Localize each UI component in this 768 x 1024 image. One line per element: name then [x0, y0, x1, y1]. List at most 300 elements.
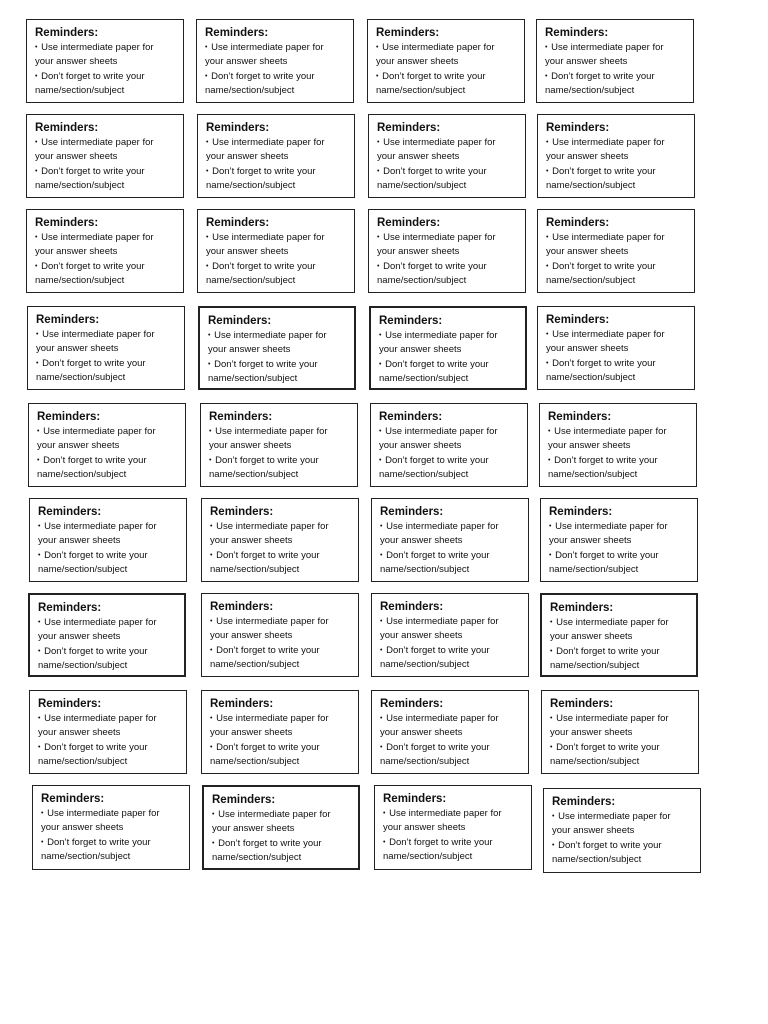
reminder-item-write-name	[550, 741, 692, 755]
reminder-card	[370, 403, 528, 487]
bullet-icon: •	[210, 618, 213, 625]
bullet-icon: •	[546, 167, 549, 175]
reminder-card	[196, 19, 354, 103]
reminder-item-intermediate-paper	[377, 231, 519, 245]
reminder-item-continuation: your answer sheets	[35, 56, 118, 68]
bullet-icon: •	[36, 331, 39, 338]
reminder-item-continuation: your answer sheets	[550, 727, 633, 739]
bullet-icon: •	[36, 359, 39, 367]
reminder-item-text: Use intermediate paper for	[552, 232, 665, 243]
bullet-icon: •	[380, 715, 383, 722]
reminder-title: Reminders:	[380, 506, 444, 518]
reminder-title: Reminders:	[550, 602, 614, 614]
reminder-card	[537, 306, 695, 390]
bullet-icon: •	[35, 234, 38, 241]
reminder-item-write-name	[208, 358, 348, 372]
reminder-item-text: Don’t forget to write your	[218, 837, 322, 849]
reminder-item-continuation: name/section/subject	[38, 563, 128, 575]
reminder-item-write-name	[550, 645, 690, 659]
reminder-item-intermediate-paper	[550, 712, 692, 726]
reminder-item-text: Use intermediate paper for	[383, 232, 496, 243]
reminder-card	[201, 498, 359, 582]
bullet-icon: •	[552, 841, 555, 849]
reminder-item-intermediate-paper	[208, 329, 348, 343]
reminder-card	[28, 593, 186, 677]
reminder-item-text: Use intermediate paper for	[552, 329, 665, 340]
reminder-item-text: Use intermediate paper for	[216, 521, 329, 532]
reminder-title: Reminders:	[546, 314, 610, 326]
reminder-item-write-name	[377, 165, 519, 179]
bullet-icon: •	[210, 551, 213, 559]
reminder-item-text: Use intermediate paper for	[389, 808, 502, 819]
bullet-icon: •	[38, 647, 41, 655]
reminder-item-intermediate-paper	[38, 520, 180, 534]
reminder-title: Reminders:	[205, 27, 269, 39]
reminder-title: Reminders:	[209, 411, 273, 423]
reminder-item-text: Don’t forget to write your	[556, 645, 660, 657]
bullet-icon: •	[379, 332, 382, 339]
reminder-item-write-name	[210, 741, 352, 755]
reminder-item-text: Don’t forget to write your	[44, 645, 148, 657]
reminder-item-intermediate-paper	[548, 425, 690, 439]
reminder-item-intermediate-paper	[205, 41, 347, 55]
reminder-title: Reminders:	[549, 506, 613, 518]
reminder-item-text: Use intermediate paper for	[214, 330, 327, 341]
reminder-item-text: Use intermediate paper for	[44, 521, 157, 532]
reminder-item-continuation: name/section/subject	[380, 563, 470, 575]
bullet-icon: •	[545, 44, 548, 51]
reminder-item-continuation: name/section/subject	[210, 563, 300, 575]
reminder-item-continuation: your answer sheets	[206, 246, 289, 258]
reminder-card	[198, 306, 356, 390]
reminder-item-intermediate-paper	[37, 425, 179, 439]
reminder-item-intermediate-paper	[549, 520, 691, 534]
reminder-item-intermediate-paper	[35, 41, 177, 55]
reminder-item-intermediate-paper	[377, 136, 519, 150]
reminder-card	[202, 785, 360, 870]
reminder-title: Reminders:	[41, 793, 105, 805]
reminder-item-continuation: name/section/subject	[545, 84, 635, 96]
reminder-item-continuation: name/section/subject	[550, 755, 640, 767]
bullet-icon: •	[550, 647, 553, 655]
reminder-item-continuation: your answer sheets	[41, 822, 124, 834]
bullet-icon: •	[205, 72, 208, 80]
bullet-icon: •	[210, 743, 213, 751]
reminder-item-continuation: your answer sheets	[206, 151, 289, 163]
reminder-item-text: Don’t forget to write your	[558, 839, 662, 851]
bullet-icon: •	[380, 523, 383, 530]
bullet-icon: •	[35, 139, 38, 146]
bullet-icon: •	[37, 456, 40, 464]
reminder-item-write-name	[38, 549, 180, 563]
reminder-item-continuation: your answer sheets	[38, 631, 121, 643]
bullet-icon: •	[212, 811, 215, 818]
reminder-item-text: Don’t forget to write your	[552, 260, 656, 272]
reminder-item-text: Use intermediate paper for	[41, 137, 154, 148]
bullet-icon: •	[383, 838, 386, 846]
reminder-card	[197, 114, 355, 198]
reminder-item-continuation: name/section/subject	[38, 659, 128, 671]
reminder-item-text: Use intermediate paper for	[212, 232, 325, 243]
reminder-item-text: Use intermediate paper for	[551, 42, 664, 53]
bullet-icon: •	[548, 456, 551, 464]
reminder-item-text: Don’t forget to write your	[214, 358, 318, 370]
reminder-item-text: Use intermediate paper for	[212, 137, 325, 148]
reminder-item-continuation: name/section/subject	[550, 659, 640, 671]
reminder-item-text: Use intermediate paper for	[386, 713, 499, 724]
reminder-item-continuation: name/section/subject	[209, 468, 299, 480]
reminder-item-intermediate-paper	[35, 231, 177, 245]
bullet-icon: •	[376, 72, 379, 80]
reminder-card	[374, 785, 532, 870]
reminder-item-continuation: your answer sheets	[38, 535, 121, 547]
reminder-item-write-name	[205, 70, 347, 84]
reminder-item-text: Don’t forget to write your	[386, 741, 490, 753]
reminder-item-text: Use intermediate paper for	[211, 42, 324, 53]
reminder-item-write-name	[552, 839, 694, 853]
bullet-icon: •	[208, 360, 211, 368]
bullet-icon: •	[377, 139, 380, 146]
bullet-icon: •	[550, 743, 553, 751]
reminder-item-continuation: name/section/subject	[380, 658, 470, 670]
reminder-item-write-name	[38, 645, 178, 659]
reminder-item-continuation: your answer sheets	[549, 535, 632, 547]
reminder-item-text: Don’t forget to write your	[216, 741, 320, 753]
bullet-icon: •	[377, 234, 380, 241]
reminder-item-continuation: name/section/subject	[205, 84, 295, 96]
reminder-item-write-name	[41, 836, 183, 850]
bullet-icon: •	[35, 72, 38, 80]
reminder-item-write-name	[35, 165, 177, 179]
reminder-card	[200, 403, 358, 487]
reminder-item-text: Don’t forget to write your	[552, 357, 656, 369]
reminder-item-write-name	[379, 454, 521, 468]
reminder-item-intermediate-paper	[38, 712, 180, 726]
reminder-card	[27, 306, 185, 390]
bullet-icon: •	[38, 619, 41, 626]
reminder-item-intermediate-paper	[383, 807, 525, 821]
reminder-card	[368, 114, 526, 198]
reminder-title: Reminders:	[36, 314, 100, 326]
reminder-title: Reminders:	[548, 411, 612, 423]
reminder-item-continuation: name/section/subject	[379, 372, 469, 384]
reminder-item-text: Use intermediate paper for	[386, 616, 499, 627]
bullet-icon: •	[38, 551, 41, 559]
reminder-card	[32, 785, 190, 870]
reminder-title: Reminders:	[38, 698, 102, 710]
reminder-item-write-name	[209, 454, 351, 468]
reminder-item-continuation: your answer sheets	[379, 344, 462, 356]
reminder-item-text: Don’t forget to write your	[386, 549, 490, 561]
reminder-item-write-name	[212, 837, 352, 851]
bullet-icon: •	[212, 839, 215, 847]
reminder-item-continuation: your answer sheets	[208, 344, 291, 356]
reminder-item-continuation: your answer sheets	[36, 343, 119, 355]
reminder-item-text: Use intermediate paper for	[555, 521, 668, 532]
reminder-item-text: Don’t forget to write your	[41, 260, 145, 272]
reminder-item-text: Don’t forget to write your	[385, 454, 489, 466]
bullet-icon: •	[35, 44, 38, 51]
bullet-icon: •	[35, 167, 38, 175]
reminder-item-text: Don’t forget to write your	[41, 70, 145, 82]
reminder-item-continuation: name/section/subject	[41, 850, 131, 862]
bullet-icon: •	[376, 44, 379, 51]
reminder-item-write-name	[37, 454, 179, 468]
bullet-icon: •	[379, 360, 382, 368]
reminder-item-text: Use intermediate paper for	[216, 616, 329, 627]
reminder-card	[540, 593, 698, 677]
reminder-item-continuation: name/section/subject	[38, 755, 128, 767]
reminder-item-continuation: your answer sheets	[210, 535, 293, 547]
bullet-icon: •	[41, 838, 44, 846]
reminder-item-intermediate-paper	[41, 807, 183, 821]
reminder-item-continuation: name/section/subject	[377, 274, 467, 286]
reminder-item-intermediate-paper	[210, 712, 352, 726]
reminder-item-write-name	[210, 644, 352, 658]
bullet-icon: •	[380, 551, 383, 559]
reminder-item-write-name	[380, 741, 522, 755]
reminder-item-continuation: name/section/subject	[380, 755, 470, 767]
reminder-item-write-name	[546, 260, 688, 274]
reminder-item-continuation: your answer sheets	[546, 343, 629, 355]
bullet-icon: •	[210, 523, 213, 530]
reminder-item-text: Don’t forget to write your	[216, 549, 320, 561]
reminder-item-continuation: name/section/subject	[376, 84, 466, 96]
reminder-item-text: Use intermediate paper for	[43, 426, 156, 437]
bullet-icon: •	[380, 618, 383, 625]
reminder-item-text: Don’t forget to write your	[42, 357, 146, 369]
reminder-item-continuation: your answer sheets	[377, 151, 460, 163]
bullet-icon: •	[549, 551, 552, 559]
reminder-item-text: Use intermediate paper for	[215, 426, 328, 437]
reminder-card	[539, 403, 697, 487]
reminder-title: Reminders:	[377, 217, 441, 229]
reminder-card	[26, 19, 184, 103]
reminder-item-intermediate-paper	[545, 41, 687, 55]
reminder-item-write-name	[377, 260, 519, 274]
reminder-card	[26, 114, 184, 198]
reminder-item-text: Don’t forget to write your	[47, 836, 151, 848]
reminder-card	[201, 593, 359, 677]
reminder-item-continuation: your answer sheets	[377, 246, 460, 258]
reminder-title: Reminders:	[380, 601, 444, 613]
reminder-item-continuation: name/section/subject	[206, 179, 296, 191]
reminder-item-continuation: name/section/subject	[377, 179, 467, 191]
reminder-card	[369, 306, 527, 390]
bullet-icon: •	[37, 428, 40, 435]
reminder-item-text: Use intermediate paper for	[41, 232, 154, 243]
reminder-item-write-name	[383, 836, 525, 850]
reminder-card	[28, 403, 186, 487]
reminder-item-write-name	[38, 741, 180, 755]
reminder-item-continuation: your answer sheets	[37, 440, 120, 452]
reminder-card	[367, 19, 525, 103]
reminder-title: Reminders:	[550, 698, 614, 710]
reminder-item-write-name	[380, 549, 522, 563]
bullet-icon: •	[552, 813, 555, 820]
bullet-icon: •	[209, 456, 212, 464]
reminder-item-continuation: your answer sheets	[209, 440, 292, 452]
reminder-item-continuation: name/section/subject	[208, 372, 298, 384]
reminder-title: Reminders:	[35, 122, 99, 134]
reminder-item-text: Use intermediate paper for	[216, 713, 329, 724]
bullet-icon: •	[206, 262, 209, 270]
reminder-item-continuation: name/section/subject	[548, 468, 638, 480]
reminder-item-continuation: name/section/subject	[36, 371, 126, 383]
reminder-item-intermediate-paper	[379, 329, 519, 343]
reminder-card	[29, 690, 187, 774]
reminder-title: Reminders:	[210, 506, 274, 518]
reminder-item-text: Don’t forget to write your	[44, 549, 148, 561]
reminder-item-text: Use intermediate paper for	[44, 617, 157, 628]
reminder-item-write-name	[35, 260, 177, 274]
reminder-item-intermediate-paper	[35, 136, 177, 150]
reminder-item-text: Don’t forget to write your	[386, 644, 490, 656]
reminder-item-text: Use intermediate paper for	[385, 330, 498, 341]
reminder-item-continuation: name/section/subject	[549, 563, 639, 575]
reminder-item-continuation: name/section/subject	[546, 274, 636, 286]
bullet-icon: •	[379, 456, 382, 464]
reminder-item-intermediate-paper	[546, 231, 688, 245]
reminder-card	[368, 209, 526, 293]
reminder-item-intermediate-paper	[36, 328, 178, 342]
reminder-title: Reminders:	[379, 411, 443, 423]
reminder-item-text: Don’t forget to write your	[383, 260, 487, 272]
bullet-icon: •	[550, 619, 553, 626]
bullet-icon: •	[549, 523, 552, 530]
reminder-item-continuation: your answer sheets	[546, 151, 629, 163]
reminder-item-text: Don’t forget to write your	[212, 165, 316, 177]
reminder-item-write-name	[379, 358, 519, 372]
reminder-card	[371, 498, 529, 582]
reminder-item-continuation: name/section/subject	[35, 274, 125, 286]
reminder-title: Reminders:	[208, 315, 272, 327]
reminder-item-text: Don’t forget to write your	[382, 70, 486, 82]
reminder-item-text: Don’t forget to write your	[212, 260, 316, 272]
bullet-icon: •	[35, 262, 38, 270]
bullet-icon: •	[380, 743, 383, 751]
reminder-item-text: Don’t forget to write your	[211, 70, 315, 82]
reminder-item-continuation: name/section/subject	[383, 850, 473, 862]
bullet-icon: •	[380, 646, 383, 654]
reminder-item-write-name	[546, 357, 688, 371]
reminder-item-text: Don’t forget to write your	[556, 741, 660, 753]
reminder-item-intermediate-paper	[550, 616, 690, 630]
reminder-item-intermediate-paper	[210, 615, 352, 629]
bullet-icon: •	[545, 72, 548, 80]
bullet-icon: •	[546, 359, 549, 367]
reminder-item-continuation: your answer sheets	[35, 246, 118, 258]
reminder-item-write-name	[206, 165, 348, 179]
bullet-icon: •	[546, 262, 549, 270]
reminder-item-intermediate-paper	[38, 616, 178, 630]
reminder-item-text: Use intermediate paper for	[556, 713, 669, 724]
reminder-item-continuation: your answer sheets	[35, 151, 118, 163]
reminder-card	[201, 690, 359, 774]
bullet-icon: •	[383, 810, 386, 817]
bullet-icon: •	[206, 167, 209, 175]
reminder-title: Reminders:	[206, 217, 270, 229]
reminder-item-text: Use intermediate paper for	[558, 811, 671, 822]
bullet-icon: •	[41, 810, 44, 817]
bullet-icon: •	[546, 234, 549, 241]
reminder-item-continuation: your answer sheets	[546, 246, 629, 258]
reminder-item-continuation: your answer sheets	[548, 440, 631, 452]
reminder-card	[537, 209, 695, 293]
bullet-icon: •	[377, 167, 380, 175]
reminder-title: Reminders:	[35, 27, 99, 39]
reminder-item-text: Use intermediate paper for	[385, 426, 498, 437]
reminder-item-intermediate-paper	[380, 520, 522, 534]
bullet-icon: •	[550, 715, 553, 722]
reminder-title: Reminders:	[212, 794, 276, 806]
reminder-item-continuation: name/section/subject	[210, 658, 300, 670]
reminder-item-text: Don’t forget to write your	[554, 454, 658, 466]
bullet-icon: •	[379, 428, 382, 435]
bullet-icon: •	[546, 331, 549, 338]
reminder-title: Reminders:	[376, 27, 440, 39]
reminder-item-intermediate-paper	[376, 41, 518, 55]
reminder-item-continuation: your answer sheets	[550, 631, 633, 643]
reminder-title: Reminders:	[545, 27, 609, 39]
reminder-item-intermediate-paper	[380, 615, 522, 629]
reminder-card	[540, 498, 698, 582]
reminder-item-text: Use intermediate paper for	[44, 713, 157, 724]
reminder-item-continuation: name/section/subject	[37, 468, 127, 480]
reminder-item-intermediate-paper	[546, 328, 688, 342]
bullet-icon: •	[205, 44, 208, 51]
reminder-item-write-name	[206, 260, 348, 274]
reminder-item-intermediate-paper	[210, 520, 352, 534]
reminder-item-continuation: your answer sheets	[545, 56, 628, 68]
reminder-title: Reminders:	[379, 315, 443, 327]
bullet-icon: •	[208, 332, 211, 339]
reminder-title: Reminders:	[552, 796, 616, 808]
reminder-item-continuation: your answer sheets	[205, 56, 288, 68]
bullet-icon: •	[546, 139, 549, 146]
reminder-card	[26, 209, 184, 293]
reminder-item-continuation: your answer sheets	[380, 727, 463, 739]
bullet-icon: •	[210, 646, 213, 654]
reminder-card	[537, 114, 695, 198]
bullet-icon: •	[206, 234, 209, 241]
reminder-item-continuation: your answer sheets	[380, 535, 463, 547]
reminder-title: Reminders:	[37, 411, 101, 423]
reminder-item-text: Use intermediate paper for	[552, 137, 665, 148]
reminder-item-continuation: name/section/subject	[546, 371, 636, 383]
reminder-title: Reminders:	[377, 122, 441, 134]
reminder-item-text: Don’t forget to write your	[383, 165, 487, 177]
bullet-icon: •	[38, 743, 41, 751]
bullet-icon: •	[209, 428, 212, 435]
reminder-item-text: Don’t forget to write your	[389, 836, 493, 848]
reminder-item-continuation: your answer sheets	[212, 823, 295, 835]
reminder-item-write-name	[380, 644, 522, 658]
reminder-card	[543, 788, 701, 873]
reminder-item-text: Use intermediate paper for	[386, 521, 499, 532]
reminder-item-continuation: name/section/subject	[552, 853, 642, 865]
reminder-item-text: Use intermediate paper for	[41, 42, 154, 53]
reminder-item-continuation: name/section/subject	[546, 179, 636, 191]
reminder-item-continuation: name/section/subject	[35, 179, 125, 191]
reminder-item-intermediate-paper	[212, 808, 352, 822]
reminder-item-text: Don’t forget to write your	[43, 454, 147, 466]
reminder-item-write-name	[210, 549, 352, 563]
reminder-item-intermediate-paper	[206, 231, 348, 245]
reminder-title: Reminders:	[383, 793, 447, 805]
reminder-title: Reminders:	[546, 122, 610, 134]
reminder-item-continuation: name/section/subject	[379, 468, 469, 480]
